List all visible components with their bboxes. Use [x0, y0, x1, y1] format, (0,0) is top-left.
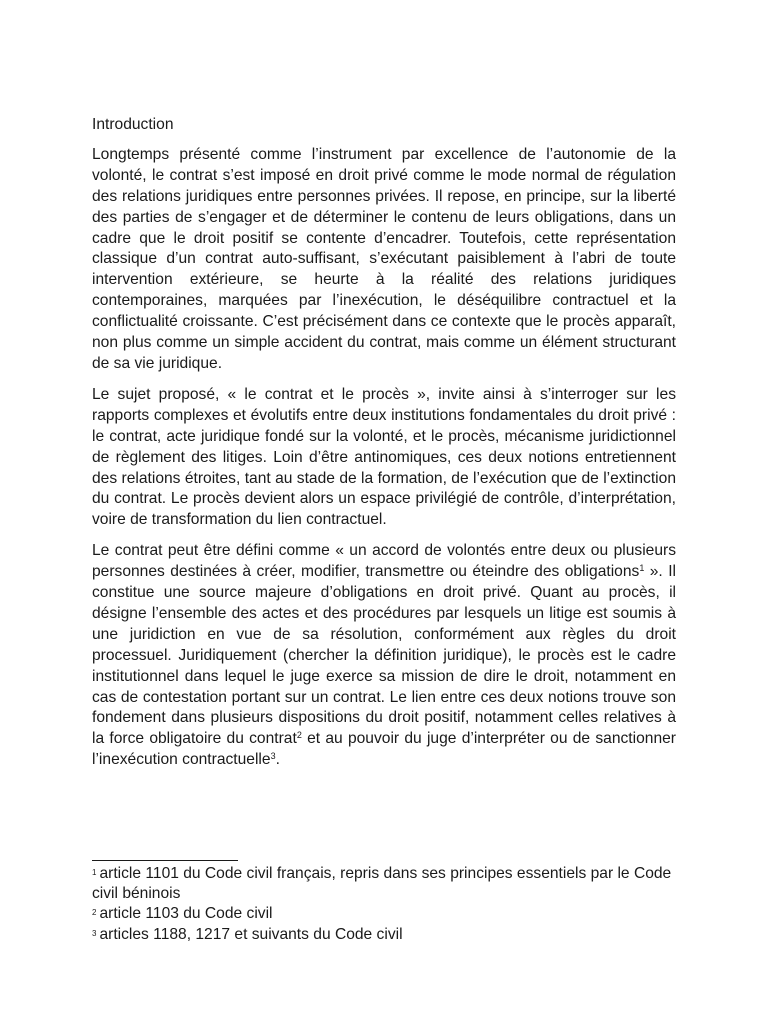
footnote-3 [92, 924, 682, 945]
paragraph-2: Le sujet proposé, « le contrat et le procès », invite ainsi à s’interroger sur les rapports complexes et évolutifs entre deux institutions fondamentales du droit privé : le contrat, acte juridique fondé sur la volonté, et le procès, mécanisme juridictionnel de règlement des litiges. Loin d’être antinomiques, ces deux notions entretiennent des relations étroites, tant au stade de la formation, de l’exécution que de l’extinction du contrat. Le procès devient alors un espace privilégié de contrôle, d’interprétation, voire de transformation du lien contractuel. [92, 385, 676, 529]
paragraph-3-text-1: Le contrat peut être défini comme « un accord de volontés entre deux ou plusieurs personnes destinées à créer, modifier, transmettre ou éteindre des obligations [92, 542, 676, 581]
footnote-text: articles 1188, 1217 et suivants du Code civil [99, 925, 403, 943]
footnote-number: 1 [92, 868, 97, 877]
paragraph-1: Longtemps présenté comme l’instrument par excellence de l’autonomie de la volonté, le contrat s’est imposé en droit privé comme le mode normal de régulation des relations juridiques entre personnes privées. Il repose, en principe, sur la liberté des parties de s’engager et de déterminer le contenu de leurs obligations, dans un cadre que le droit positif se contente d’encadrer. Toutefois, cette représentation classique d’un contrat auto-suffisant, s’exécutant paisiblement à l’abri de toute intervention extérieure, se heurte à la réalité des relations juridiques contemporaines, marquées par l’inexécution, le déséquilibre contractuel et la conflictualité croissante. C’est précisément dans ce contexte que le procès apparaît, non plus comme un simple accident du contrat, mais comme un élément structurant de sa vie juridique. [92, 145, 676, 372]
footnote-text: article 1101 du Code civil français, repris dans ses principes essentiels par le Code civil béninois [92, 865, 672, 902]
paragraph-3-text-3: et au pouvoir du juge d’interpréter ou de sanctionner l’inexécution contractuelle [92, 730, 676, 769]
paragraph-3 [92, 541, 676, 771]
footnote-number: 2 [92, 908, 97, 918]
footnote-separator [92, 860, 238, 861]
footnote-number: 3 [92, 928, 97, 938]
footnote-2 [92, 903, 682, 924]
section-heading: Introduction [92, 116, 174, 133]
footnote-ref-1[interactable]: 1 [639, 563, 645, 574]
footnote-1 [92, 863, 682, 903]
footnote-text: article 1103 du Code civil [99, 905, 273, 923]
document-body [92, 115, 676, 781]
footnote-ref-3[interactable]: 3 [270, 751, 276, 762]
paragraph-3-text-4: . [275, 751, 280, 769]
footnote-ref-2[interactable]: 2 [296, 730, 302, 741]
footnotes-section [92, 860, 682, 944]
paragraph-3-text-2: ». Il constitue une source majeure d’obligations en droit privé. Quant au procès, il désigne l’ensemble des actes et des procédures par lesquels un litige est soumis à une juridiction en vue de sa résolution, conformément aux règles du droit processuel. Juridiquement (chercher la définition juridique), le procès est le cadre institutionnel dans lequel le juge exerce sa mission de dire le droit, notamment en cas de contestation portant sur un contrat. Le lien entre ces deux notions trouve son fondement dans plusieurs dispositions du droit positif, notamment celles relatives à la force obligatoire du contrat [92, 563, 676, 748]
